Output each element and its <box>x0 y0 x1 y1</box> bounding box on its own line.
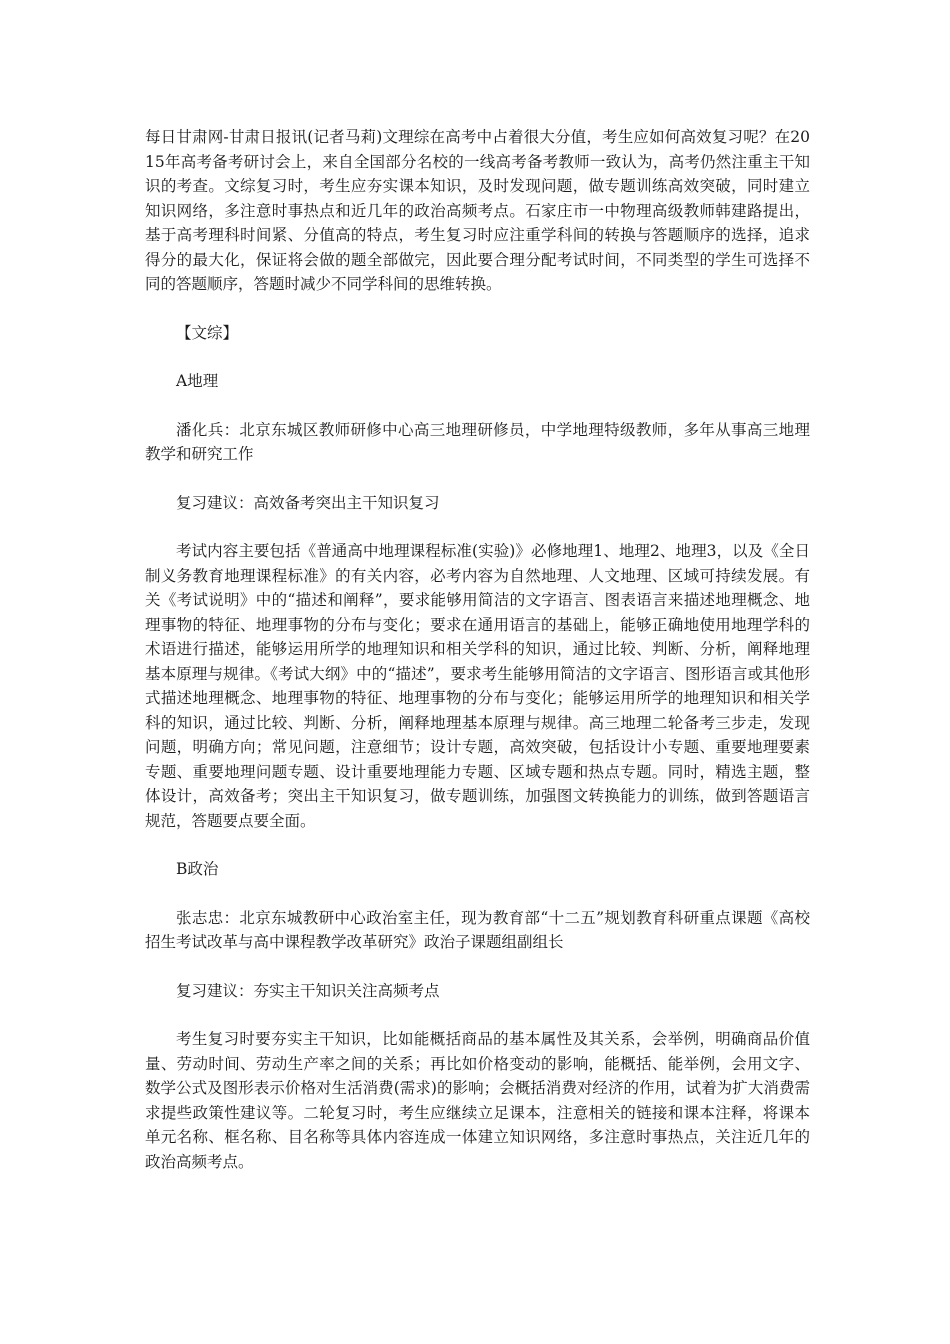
geography-advice-paragraph: 复习建议：高效备考突出主干知识复习 <box>176 493 440 512</box>
politics-body-paragraph: 考生复习时要夯实主干知识，比如能概括商品的基本属性及其关系，会举例，明确商品价值量、劳动时间、劳动生产率之间的关系；再比如价格变动的影响，能概括、能举例，会用文字、数学公式及图形表示价格对生活消费(需求)的影响；会概括消费对经济的作用，试着为扩大消费需求提些政策性建议等。二轮复习时，考生应继续立足课本，注意相关的链接和课本注释，将课本单元名称、框名称、目名称等具体内容连成一体建立知识网络，多注意时事热点，关注近几年的政治高频考点。 <box>145 1030 810 1171</box>
intro-paragraph: 每日甘肃网-甘肃日报讯(记者马莉)文理综在高考中占着很大分值，考生应如何高效复习呢？在2015年高考备考研讨会上，来自全国部分名校的一线高考备考教师一致认为，高考仍然注重主干知识的考查。文综复习时，考生应夯实课本知识，及时发现问题，做专题训练高效突破，同时建立知识网络，多注意时事热点和近几年的政治高频考点。石家庄市一中物理高级教师韩建路提出，基于高考理科时间紧、分值高的特点，考生复习时应注重学科间的转换与答题顺序的选择，追求得分的最大化，保证将会做的题全部做完，因此要合理分配考试时间，不同类型的学生可选择不同的答题顺序，答题时减少不同学科间的思维转换。 <box>145 128 810 293</box>
politics-teacher-paragraph: 张志忠：北京东城教研中心政治室主任，现为教育部“十二五”规划教育科研重点课题《高校招生考试改革与高中课程教学改革研究》政治子课题组副组长 <box>145 908 810 951</box>
subsection-heading-politics: B政治 <box>176 860 219 878</box>
document-page <box>145 125 810 1174</box>
politics-advice-paragraph: 复习建议：夯实主干知识关注高频考点 <box>176 981 440 1000</box>
geography-teacher-paragraph: 潘化兵：北京东城区教师研修中心高三地理研修员，中学地理特级教师，多年从事高三地理教学和研究工作 <box>145 420 810 463</box>
section-heading-wenzong: 【文综】 <box>176 323 239 342</box>
subsection-heading-geography: A地理 <box>176 372 219 390</box>
geography-body-paragraph: 考试内容主要包括《普通高中地理课程标准(实验)》必修地理1、地理2、地理3，以及《全日制义务教育地理课程标准》的有关内容，必考内容为自然地理、人文地理、区域可持续发展。有关《考试说明》中的“描述和阐释”，要求能够用简洁的文字语言、图表语言来描述地理概念、地理事物的特征、地理事物的分布与变化；要求在通用语言的基础上，能够正确地使用地理学科的术语进行描述，能够运用所学的地理知识和相关学科的知识，通过比较、判断、分析，阐释地理基本原理与规律。《考试大纲》中的“描述”，要求考生能够用简洁的文字语言、图形语言或其他形式描述地理概念、地理事物的特征、地理事物的分布与变化；能够运用所学的地理知识和相关学科的知识，通过比较、判断、分析，阐释地理基本原理与规律。高三地理二轮备考三步走，发现问题，明确方向；常见问题，注意细节；设计专题，高效突破，包括设计小专题、重要地理要素专题、重要地理问题专题、设计重要地理能力专题、区域专题和热点专题。同时，精选主题，整体设计，高效备考；突出主干知识复习，做专题训练，加强图文转换能力的训练，做到答题语言规范，答题要点要全面。 <box>145 542 810 830</box>
